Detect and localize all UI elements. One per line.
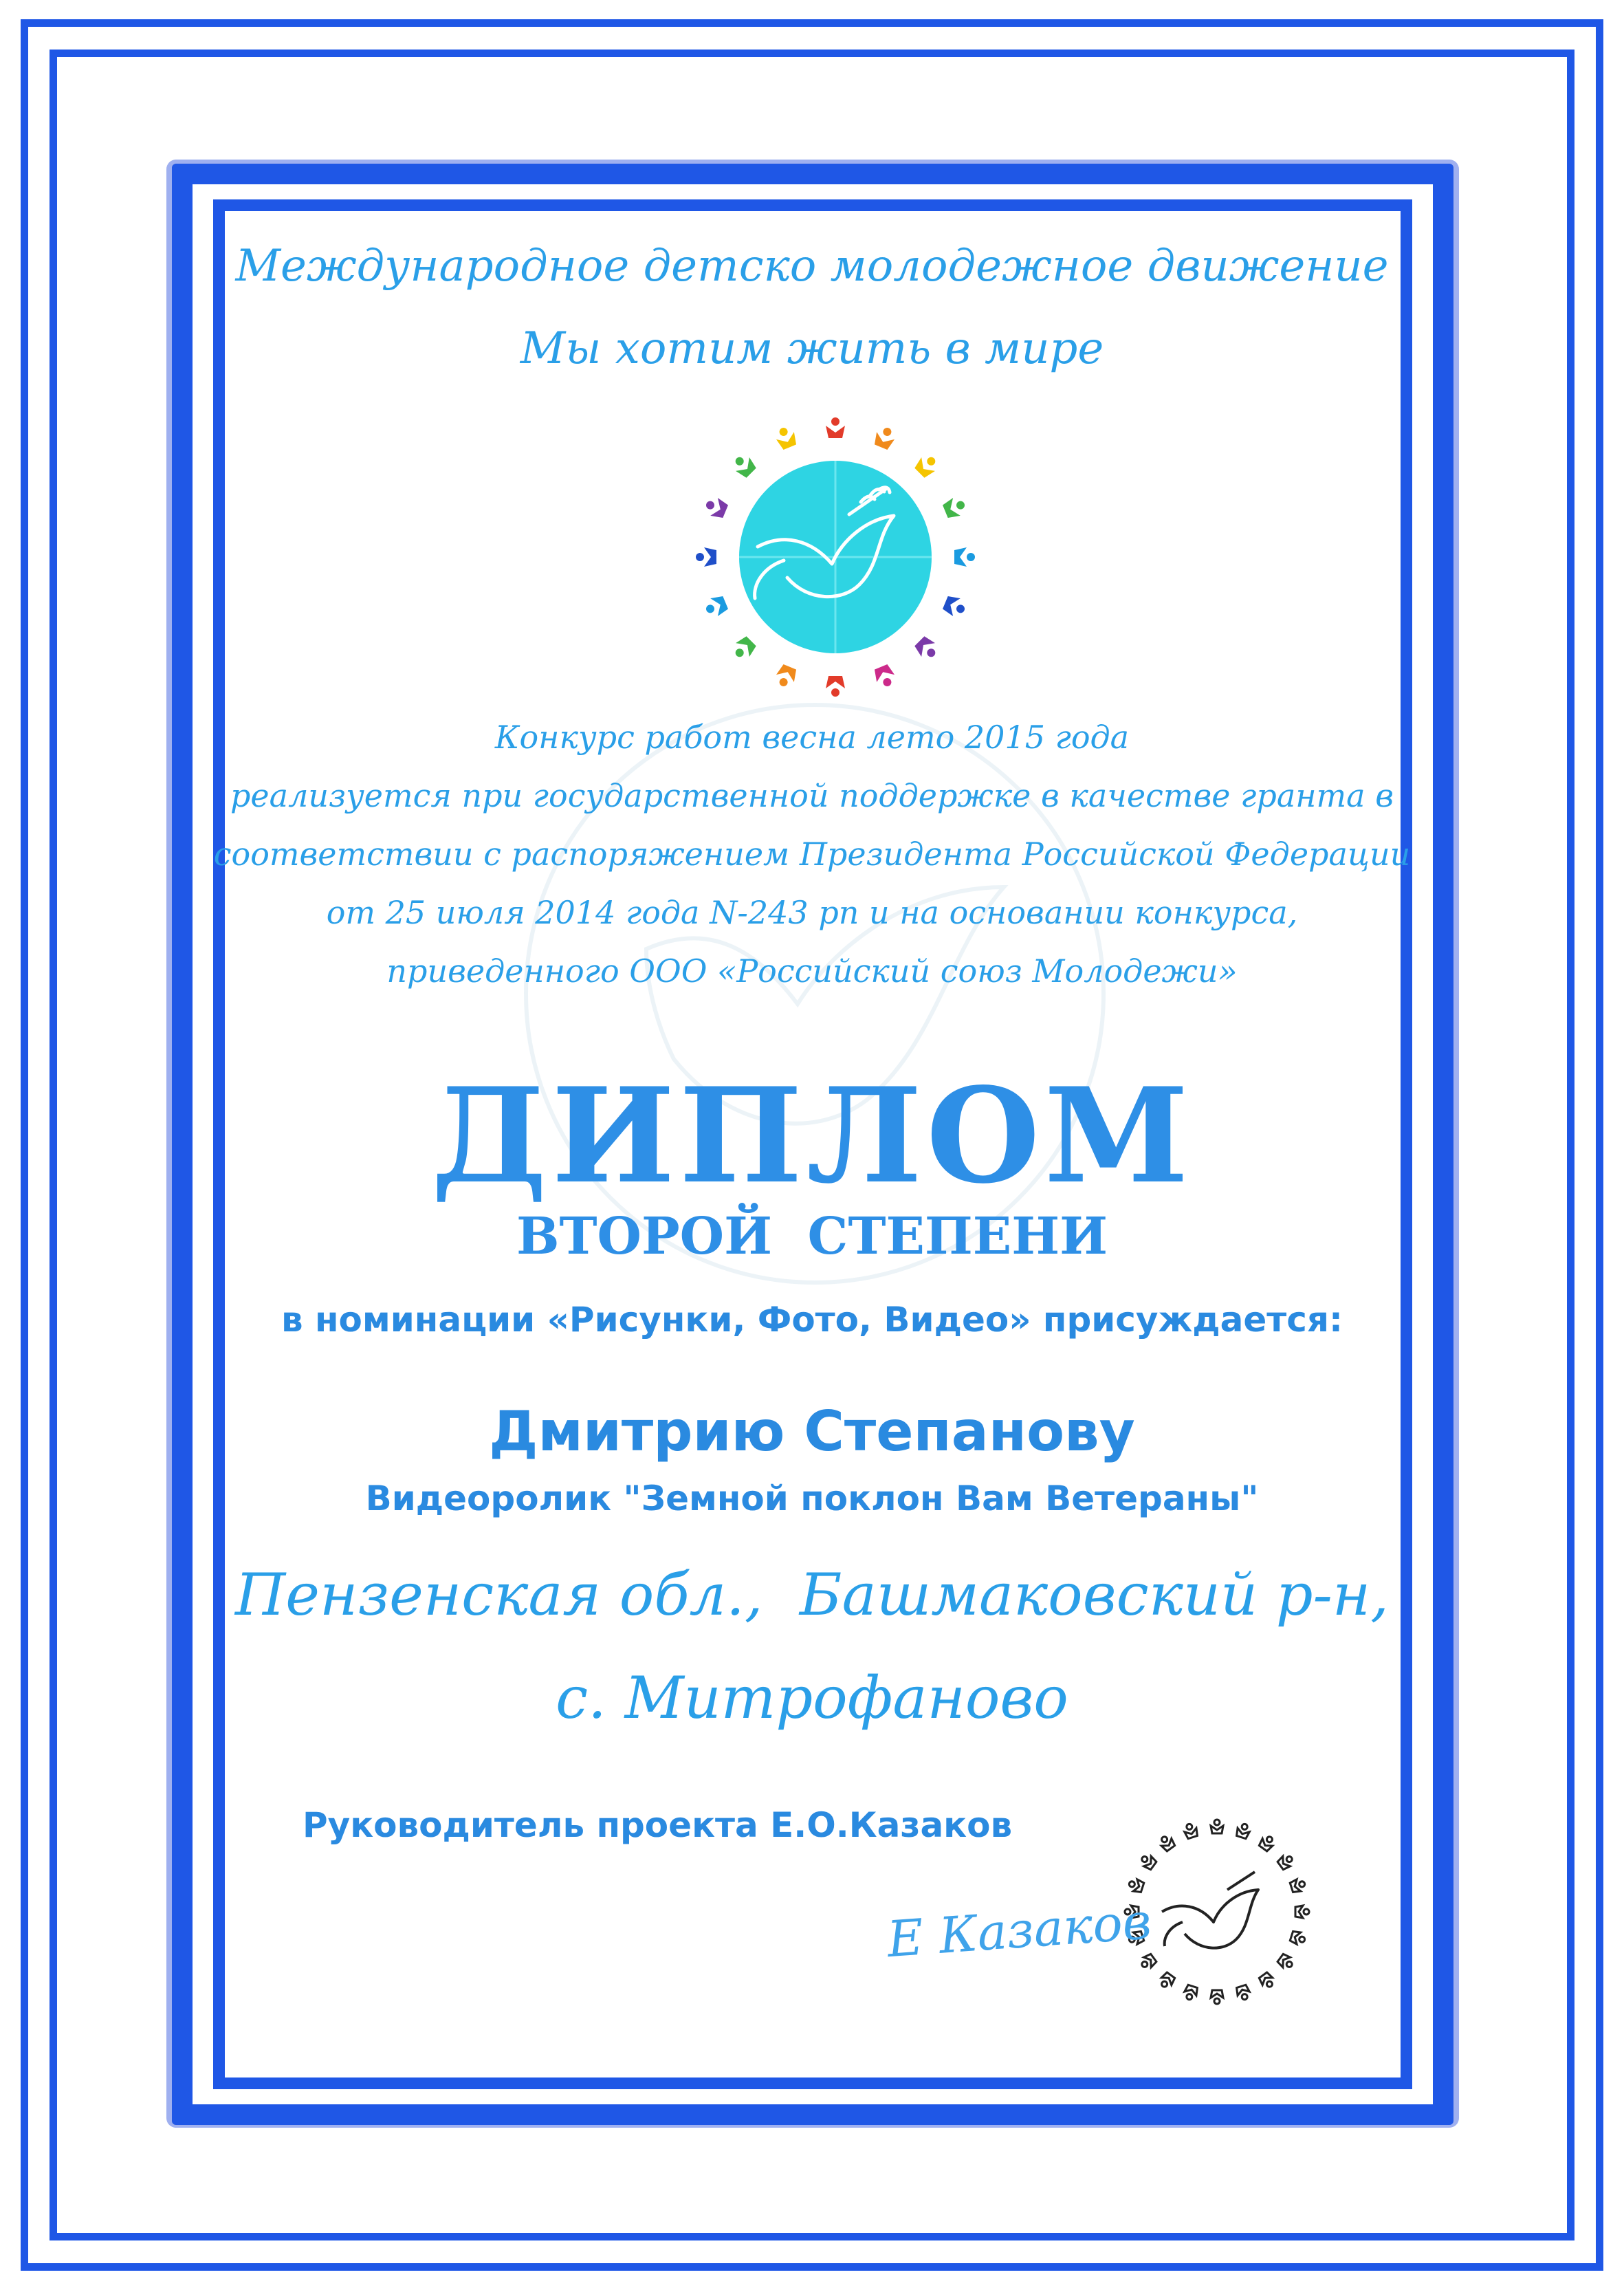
stamp-figure-icon <box>1139 1853 1157 1871</box>
project-leader: Руководитель проекта Е.О.Казаков <box>303 1805 1013 1845</box>
figure-icon <box>826 417 845 438</box>
stamp-figure-icon <box>1295 1906 1309 1918</box>
contest-line-1: Конкурс работ весна лето 2015 года <box>494 719 1130 756</box>
stamp-figure-icon <box>1128 1877 1145 1893</box>
figure-icon <box>773 663 798 689</box>
stamp-figure-icon <box>1277 1853 1295 1871</box>
figure-icon <box>826 676 845 697</box>
figure-icon <box>912 452 941 480</box>
recipient-village: с. Митрофаново <box>556 1664 1068 1732</box>
stamp-figure-icon <box>1139 1953 1157 1971</box>
stamp-figure-icon <box>1183 1822 1198 1840</box>
figure-icon <box>703 494 729 520</box>
stamp-figure-icon <box>1183 1985 1198 2002</box>
stamp-figure-icon <box>1290 1930 1307 1946</box>
figure-icon <box>872 424 897 450</box>
stamp-figure-icon <box>1277 1953 1295 1971</box>
stamp-figure-icon <box>1211 1990 1223 2004</box>
figure-icon <box>872 663 897 689</box>
stamp-figure-icon <box>1158 1833 1176 1852</box>
diploma-title: ДИПЛОМ <box>431 1059 1193 1212</box>
signature: Е Казаков <box>885 1892 1154 1969</box>
figure-icon <box>773 424 798 450</box>
figure-icon <box>696 547 716 567</box>
dove-emblem-icon <box>681 392 990 701</box>
stamp-figure-icon <box>1158 1972 1176 1990</box>
contest-line-5: приведенного ООО «Российский союз Молодежи» <box>386 952 1238 990</box>
recipient-name: Дмитрию Степанову <box>489 1399 1135 1463</box>
contest-line-2: реализуется при государственной поддержке в качестве гранта в <box>230 777 1394 814</box>
contest-line-4: от 25 июля 2014 года N-243 рп и на основании конкурса, <box>326 894 1298 931</box>
stamp-figure-icon <box>1290 1877 1307 1893</box>
stamp-figure-icon <box>1236 1822 1251 1840</box>
stamp-figure-icon <box>1211 1820 1223 1833</box>
organization-motto: Мы хотим жить в мире <box>520 323 1104 374</box>
organization-title: Международное детско молодежное движение <box>235 241 1389 292</box>
contest-line-3: соответствии с распоряжением Президента Российской Федерации <box>213 836 1411 873</box>
figure-icon <box>730 452 758 480</box>
nomination-text: в номинации «Рисунки, Фото, Видео» присуждается: <box>281 1300 1343 1340</box>
diploma-degree: ВТОРОЙ СТЕПЕНИ <box>516 1207 1108 1266</box>
stamp-figure-icon <box>1258 1972 1276 1990</box>
figure-icon <box>703 593 729 619</box>
stamp-figure-icon <box>1236 1985 1251 2002</box>
figure-icon <box>730 634 758 662</box>
recipient-work: Видеоролик "Земной поклон Вам Ветераны" <box>365 1479 1259 1518</box>
figure-icon <box>912 634 941 662</box>
figure-icon <box>941 593 967 619</box>
figure-icon <box>954 547 975 567</box>
recipient-region: Пензенская обл., Башмаковский р-н, <box>235 1561 1389 1628</box>
figure-icon <box>941 494 967 520</box>
stamp-figure-icon <box>1258 1833 1276 1852</box>
